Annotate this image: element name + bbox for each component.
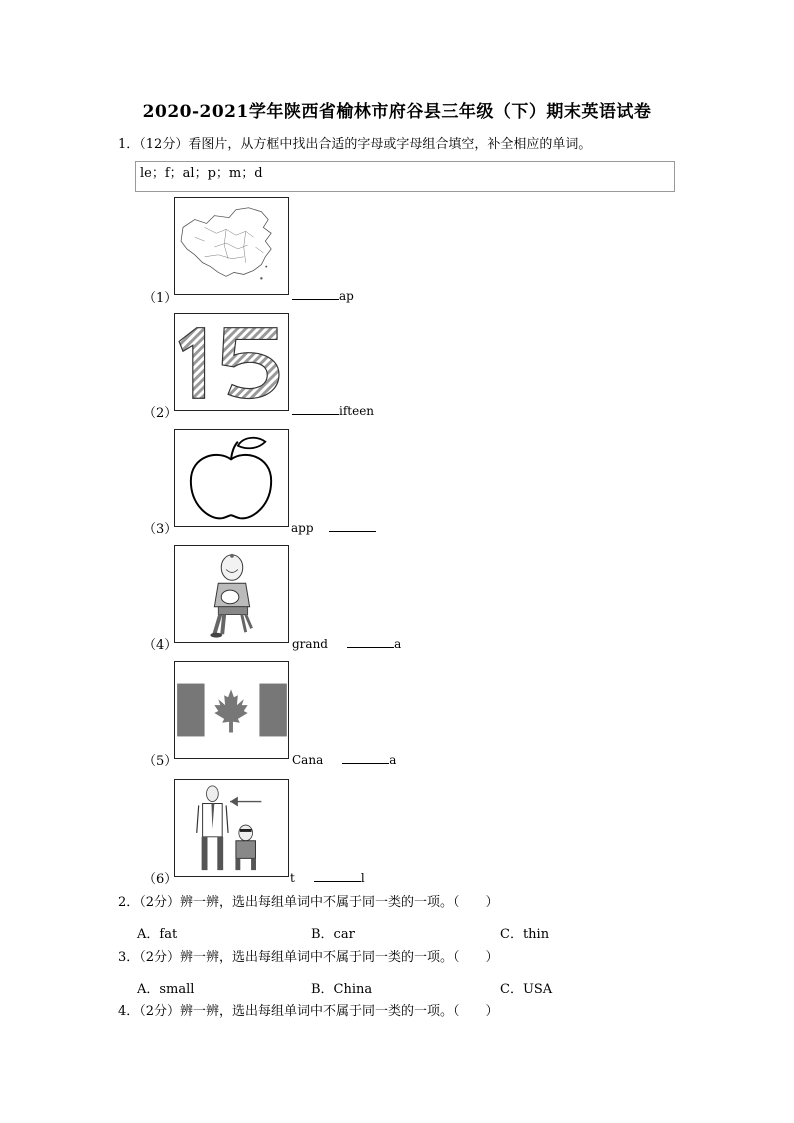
answer-line: grand a <box>292 637 402 651</box>
number-15-icon <box>174 313 289 411</box>
apple-icon <box>174 429 289 527</box>
china-map-icon <box>174 197 289 295</box>
answer-line: t l <box>290 871 365 885</box>
blank-input[interactable] <box>347 636 394 648</box>
answer-line: app <box>291 520 376 535</box>
answer-line: Cana a <box>292 753 397 767</box>
q3-option-a[interactable]: A．small <box>137 982 195 997</box>
item-number: （2） <box>143 406 178 421</box>
item-number: （6） <box>143 872 178 887</box>
item-number: （3） <box>143 522 178 537</box>
canada-flag-icon <box>174 661 289 759</box>
answer-line: ap <box>292 288 354 303</box>
answer-line: ifteen <box>292 403 374 418</box>
q3-stem: 3．（2分）辨一辨，选出每组单词中不属于同一类的一项。（ ） <box>118 950 499 965</box>
q3-option-c[interactable]: C．USA <box>500 982 553 997</box>
blank-input[interactable] <box>292 288 339 300</box>
item-number: （5） <box>143 754 178 769</box>
q2-option-a[interactable]: A．fat <box>137 927 178 942</box>
tall-short-men-icon <box>174 779 289 877</box>
q2-option-c[interactable]: C．thin <box>500 927 550 942</box>
blank-input[interactable] <box>292 403 339 415</box>
blank-input[interactable] <box>329 520 376 532</box>
q2-option-b[interactable]: B．car <box>311 927 355 942</box>
blank-input[interactable] <box>342 752 389 764</box>
grandpa-icon <box>174 545 289 643</box>
item-number: （1） <box>143 291 178 306</box>
blank-input[interactable] <box>314 870 361 882</box>
q1-stem: 1．（12分）看图片，从方框中找出合适的字母或字母组合填空，补全相应的单词。 <box>118 137 592 152</box>
letter-box: le；f；al；p；m；d <box>135 161 675 192</box>
item-number: （4） <box>143 638 178 653</box>
q2-stem: 2．（2分）辨一辨，选出每组单词中不属于同一类的一项。（ ） <box>118 895 499 910</box>
q4-stem: 4．（2分）辨一辨，选出每组单词中不属于同一类的一项。（ ） <box>118 1004 499 1019</box>
q3-option-b[interactable]: B．China <box>311 982 373 997</box>
page-title: 2020-2021学年陕西省榆林市府谷县三年级（下）期末英语试卷 <box>142 102 652 122</box>
